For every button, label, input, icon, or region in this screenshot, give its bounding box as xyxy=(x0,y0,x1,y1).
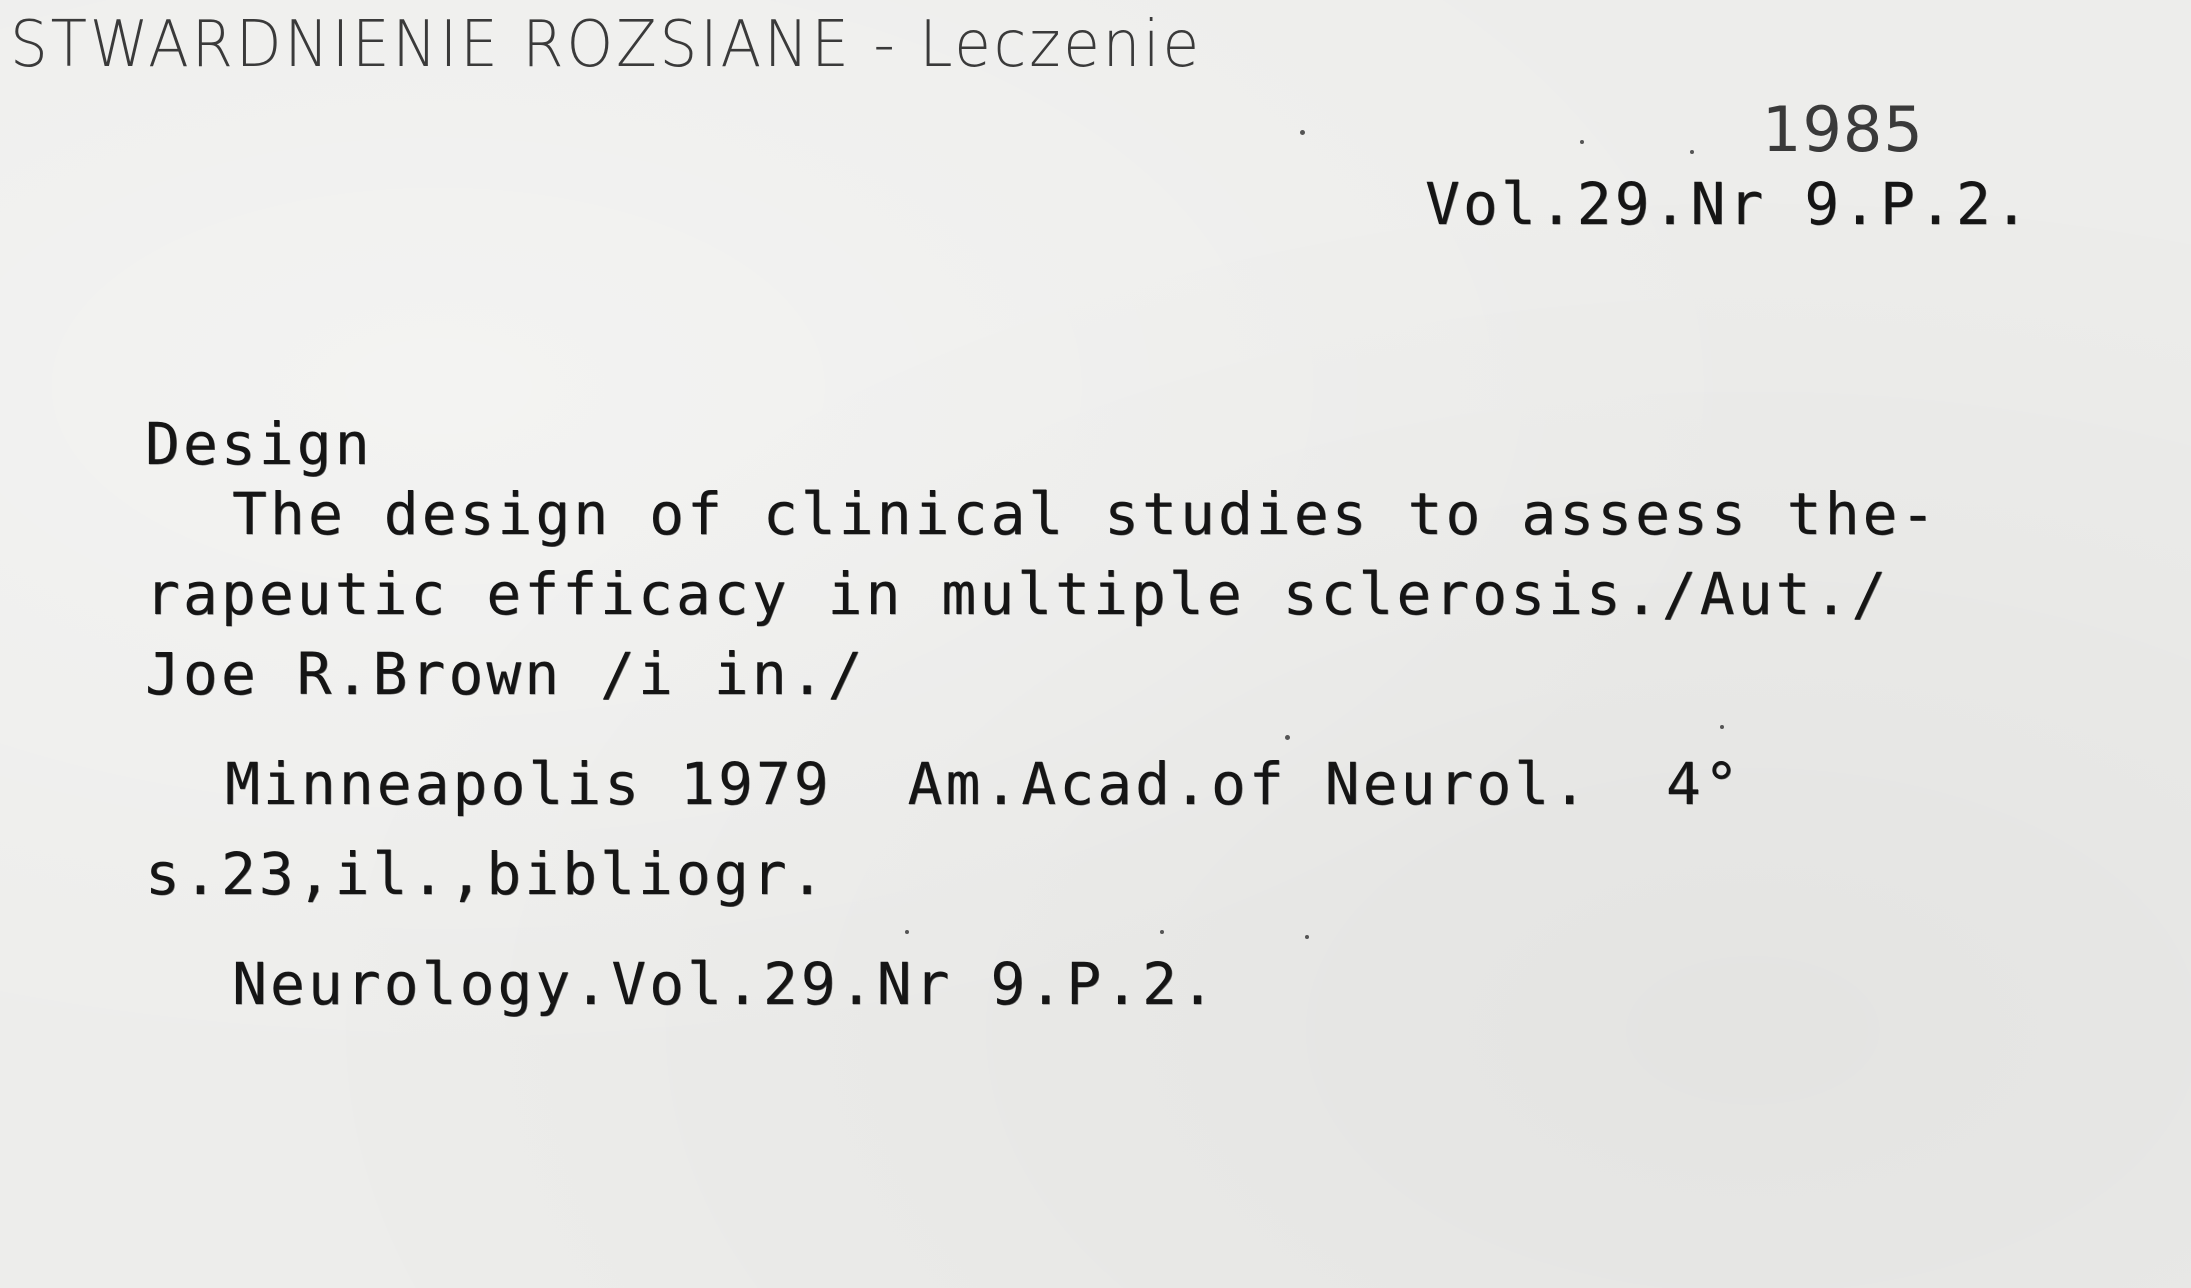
ink-speck xyxy=(1285,735,1290,740)
ink-speck xyxy=(905,930,909,934)
publication-line: Minneapolis 1979 Am.Acad.of Neurol. 4° xyxy=(225,750,1742,818)
ink-speck xyxy=(1720,725,1724,729)
ink-speck xyxy=(1305,935,1309,939)
author-line: Joe R.Brown /i in./ xyxy=(145,640,866,708)
ink-speck xyxy=(1580,140,1584,144)
subject-heading: STWARDNIENIE ROZSIANE - Leczenie xyxy=(10,8,1202,82)
section-heading: Design xyxy=(145,410,373,478)
volume-reference: Vol.29.Nr 9.P.2. xyxy=(1425,170,2032,238)
ink-speck xyxy=(1690,150,1694,154)
pagination-line: s.23,il.,bibliogr. xyxy=(145,840,828,908)
series-line: Neurology.Vol.29.Nr 9.P.2. xyxy=(232,950,1218,1018)
title-line-2: rapeutic efficacy in multiple sclerosis./Aut./ xyxy=(145,560,1890,628)
title-line-1: The design of clinical studies to assess the- xyxy=(232,480,1939,548)
ink-speck xyxy=(1160,930,1164,934)
publication-year: 1985 xyxy=(1762,93,1924,166)
ink-speck xyxy=(1300,130,1305,135)
